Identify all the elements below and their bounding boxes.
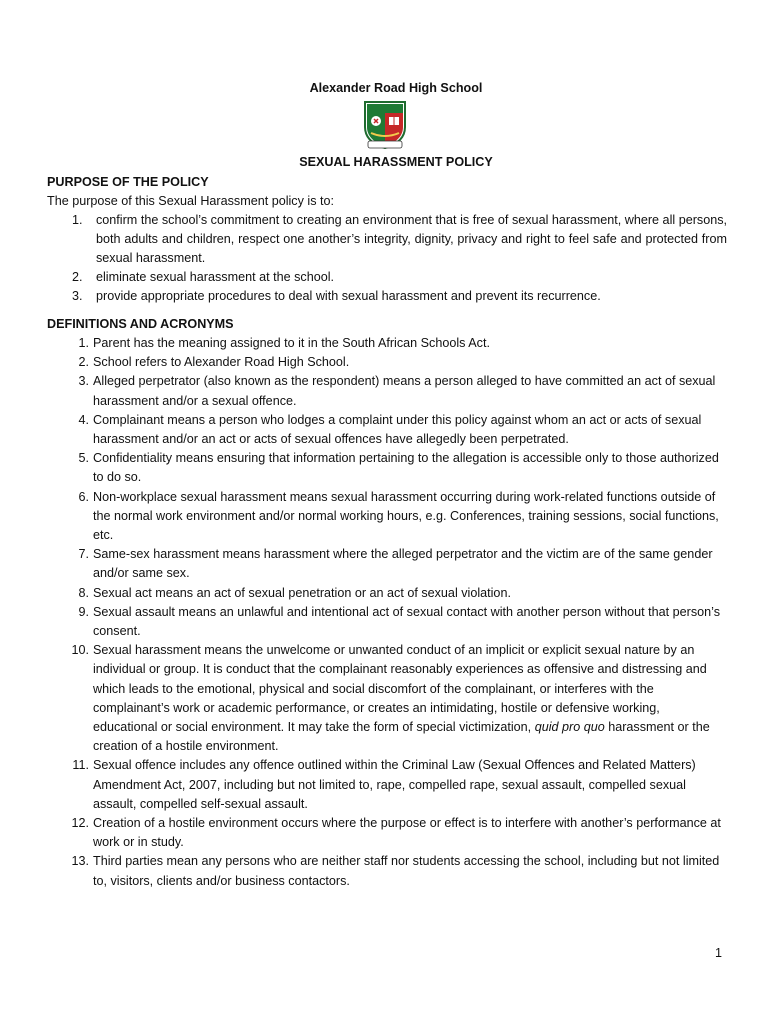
- definition-item-text: Parent has the meaning assigned to it in the South African Schools Act.: [93, 336, 490, 350]
- purpose-item: [47, 268, 727, 287]
- policy-title: SEXUAL HARASSMENT POLICY: [299, 155, 493, 169]
- definition-item-number: 7.: [78, 547, 89, 562]
- purpose-item-number: 1.: [72, 213, 83, 227]
- purpose-item-text: eliminate sexual harassment at the school.: [96, 270, 335, 284]
- purpose-list: [47, 211, 727, 306]
- definition-item-number: 10.: [71, 643, 89, 658]
- definition-item-italic-term: quid pro quo: [534, 720, 605, 735]
- definition-item: [47, 603, 727, 641]
- definitions-section: [47, 315, 727, 891]
- definition-item-number: 3.: [78, 374, 89, 389]
- definition-item-number: 12.: [71, 816, 89, 831]
- definition-item-text: School refers to Alexander Road High School.: [93, 355, 350, 370]
- definition-item-number: 2.: [78, 355, 89, 370]
- definition-item-number: 11.: [72, 758, 89, 773]
- definition-item-number: 1.: [78, 336, 89, 350]
- definition-item-number: 4.: [78, 412, 89, 427]
- purpose-intro: The purpose of this Sexual Harassment policy is to:: [47, 194, 334, 208]
- purpose-item: [47, 211, 727, 268]
- definition-item-text: Non-workplace sexual harassment means sexual harassment occurring during work-related functions outside of the normal work environment and/or normal working hours, e.g. Conferences, training sessions, social functions, etc.: [93, 489, 719, 543]
- school-name: Alexander Road High School: [309, 81, 483, 95]
- definition-item-text: Confidentiality means ensuring that information pertaining to the allegation is accessible only to those authorized to do so.: [93, 451, 719, 485]
- purpose-item-number: 2.: [72, 270, 83, 284]
- definition-item: [47, 449, 727, 487]
- definition-item: [47, 411, 727, 449]
- definition-item-text: Sexual harassment means the unwelcome or unwanted conduct of an implicit or explicit sexual nature by an individual or group. It is conduct that the complainant reasonably experiences as offensive and distressing and which leads to the emotional, physical and social discomfort of the complainant, or interferes with the complainant’s work or academic performance, or creates an intimidating, hostile or defensive working, educational or social environment. It may take the form of special victimization,: [93, 643, 707, 735]
- definition-item-text: Same-sex harassment means harassment where the alleged perpetrator and the victim are of the same gender and/or same sex.: [93, 547, 713, 581]
- definition-item-number: 13.: [71, 854, 89, 869]
- definition-item-number: 5.: [78, 451, 89, 466]
- definition-item-text: harassment or the creation of a hostile environment.: [93, 720, 710, 754]
- definition-item-text: Sexual assault means an unlawful and intentional act of sexual contact with another person without that person’s consent.: [93, 604, 721, 639]
- definition-item-text: Alleged perpetrator (also known as the respondent) means a person alleged to have committed an act of sexual harassment and/or a sexual offence.: [93, 374, 716, 408]
- definition-item: [47, 334, 727, 353]
- definition-item: [47, 353, 727, 372]
- definition-item-number: 8.: [78, 585, 89, 600]
- definition-item: [47, 814, 727, 852]
- definition-item-text: Complainant means a person who lodges a complaint under this policy against whom an act or acts of sexual harassment and/or an act or acts of sexual offences have allegedly been perpetrated.: [93, 412, 702, 447]
- purpose-heading: PURPOSE OF THE POLICY: [47, 175, 209, 189]
- definition-item: [47, 545, 727, 583]
- purpose-item-number: 3.: [72, 289, 83, 303]
- definition-item-text: Third parties mean any persons who are neither staff nor students accessing the school, including but not limited to, visitors, clients and/or business contactors.: [93, 854, 720, 888]
- purpose-item-text: confirm the school’s commitment to creating an environment that is free of sexual harassment, where all persons, both adults and children, respect one another’s integrity, dignity, privacy and right to feel safe and protected from sexual harassment.: [96, 213, 727, 265]
- definitions-heading: DEFINITIONS AND ACRONYMS: [47, 317, 234, 331]
- school-crest-icon: [361, 99, 409, 151]
- purpose-section: [47, 173, 727, 306]
- definition-item: [47, 584, 727, 603]
- definition-item: [47, 488, 727, 546]
- purpose-item-text: provide appropriate procedures to deal with sexual harassment and prevent its recurrence.: [96, 289, 601, 303]
- page-number: 1: [714, 946, 722, 960]
- definition-item-number: 9.: [78, 604, 89, 619]
- definition-item: [47, 756, 727, 814]
- definition-item: [47, 852, 727, 890]
- definition-item-text: Sexual act means an act of sexual penetration or an act of sexual violation.: [93, 585, 511, 600]
- definition-item-number: 6.: [78, 489, 89, 504]
- purpose-item: [47, 287, 727, 306]
- definition-item: [47, 372, 727, 410]
- definitions-list: [47, 334, 727, 891]
- definition-item-text: Creation of a hostile environment occurs where the purpose or effect is to interfere with another’s performance at work or in study.: [93, 816, 721, 850]
- definition-item-text: Sexual offence includes any offence outlined within the Criminal Law (Sexual Offences and Related Matters) Amendment Act, 2007, including but not limited to, rape, compelled rape, sexual assault, compelled sexual assault, compelled self-sexual assault.: [93, 758, 696, 811]
- definition-item: [47, 641, 727, 756]
